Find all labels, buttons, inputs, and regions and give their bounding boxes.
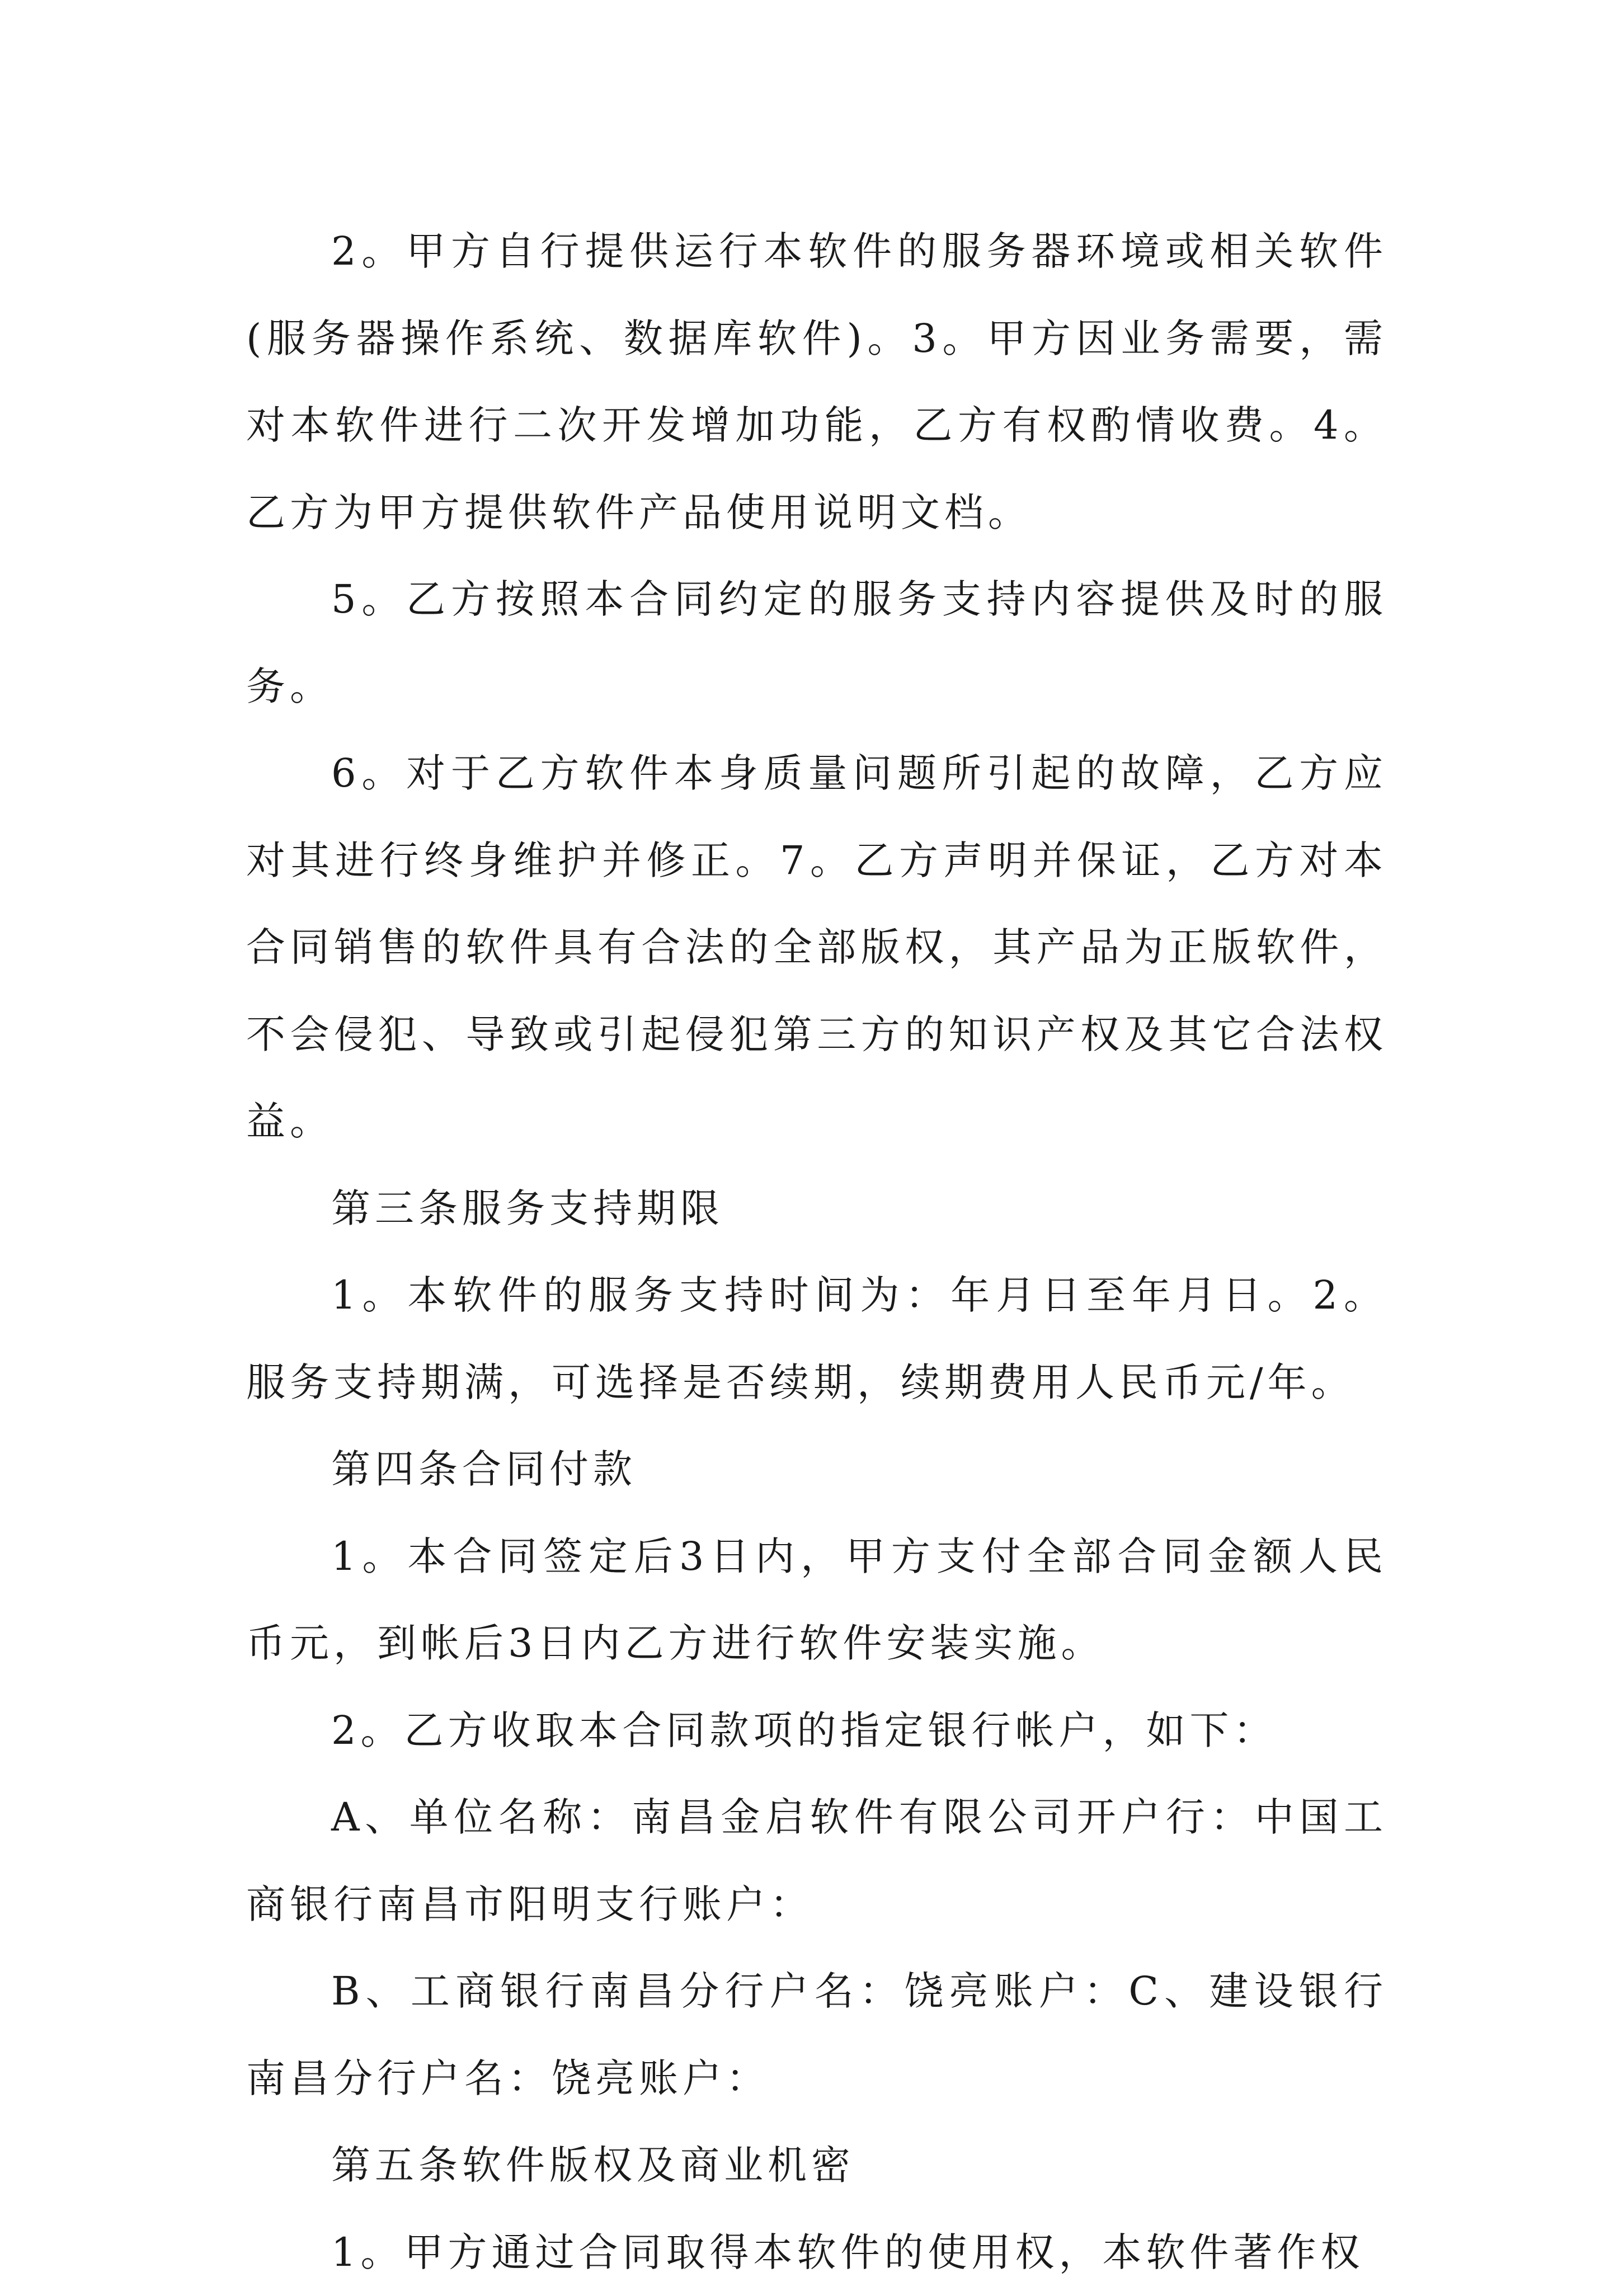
- section-heading-article-5: 第五条软件版权及商业机密: [246, 2122, 1387, 2209]
- paragraph-clause-2-obligations: 2。甲方自行提供运行本软件的服务器环境或相关软件(服务器操作系统、数据库软件)。3。甲方因业务需要，需对本软件进行二次开发增加功能，乙方有权酌情收费。4。乙方为甲方提供软件产品使用说明文档。: [246, 208, 1387, 556]
- paragraph-bank-account-b-c: B、工商银行南昌分行户名：饶亮账户：C、建设银行南昌分行户名：饶亮账户：: [246, 1948, 1387, 2122]
- section-heading-article-3: 第三条服务支持期限: [246, 1165, 1387, 1253]
- paragraph-service-period: 1。本软件的服务支持时间为：年月日至年月日。2。服务支持期满，可选择是否续期，续期费用人民币元/年。: [246, 1252, 1387, 1426]
- paragraph-bank-account-intro: 2。乙方收取本合同款项的指定银行帐户，如下：: [246, 1687, 1387, 1775]
- section-heading-article-4: 第四条合同付款: [246, 1426, 1387, 1513]
- document-body: [246, 208, 1387, 2296]
- paragraph-copyright: 1。甲方通过合同取得本软件的使用权，本软件著作权: [246, 2209, 1387, 2296]
- paragraph-clause-5-service: 5。乙方按照本合同约定的服务支持内容提供及时的服务。: [246, 556, 1387, 730]
- paragraph-bank-account-a: A、单位名称：南昌金启软件有限公司开户行：中国工商银行南昌市阳明支行账户：: [246, 1774, 1387, 1948]
- paragraph-payment-terms: 1。本合同签定后3日内，甲方支付全部合同金额人民币元，到帐后3日内乙方进行软件安装实施。: [246, 1513, 1387, 1687]
- paragraph-clause-6-maintenance: 6。对于乙方软件本身质量问题所引起的故障，乙方应对其进行终身维护并修正。7。乙方声明并保证，乙方对本合同销售的软件具有合法的全部版权，其产品为正版软件，不会侵犯、导致或引起侵犯第三方的知识产权及其它合法权益。: [246, 730, 1387, 1165]
